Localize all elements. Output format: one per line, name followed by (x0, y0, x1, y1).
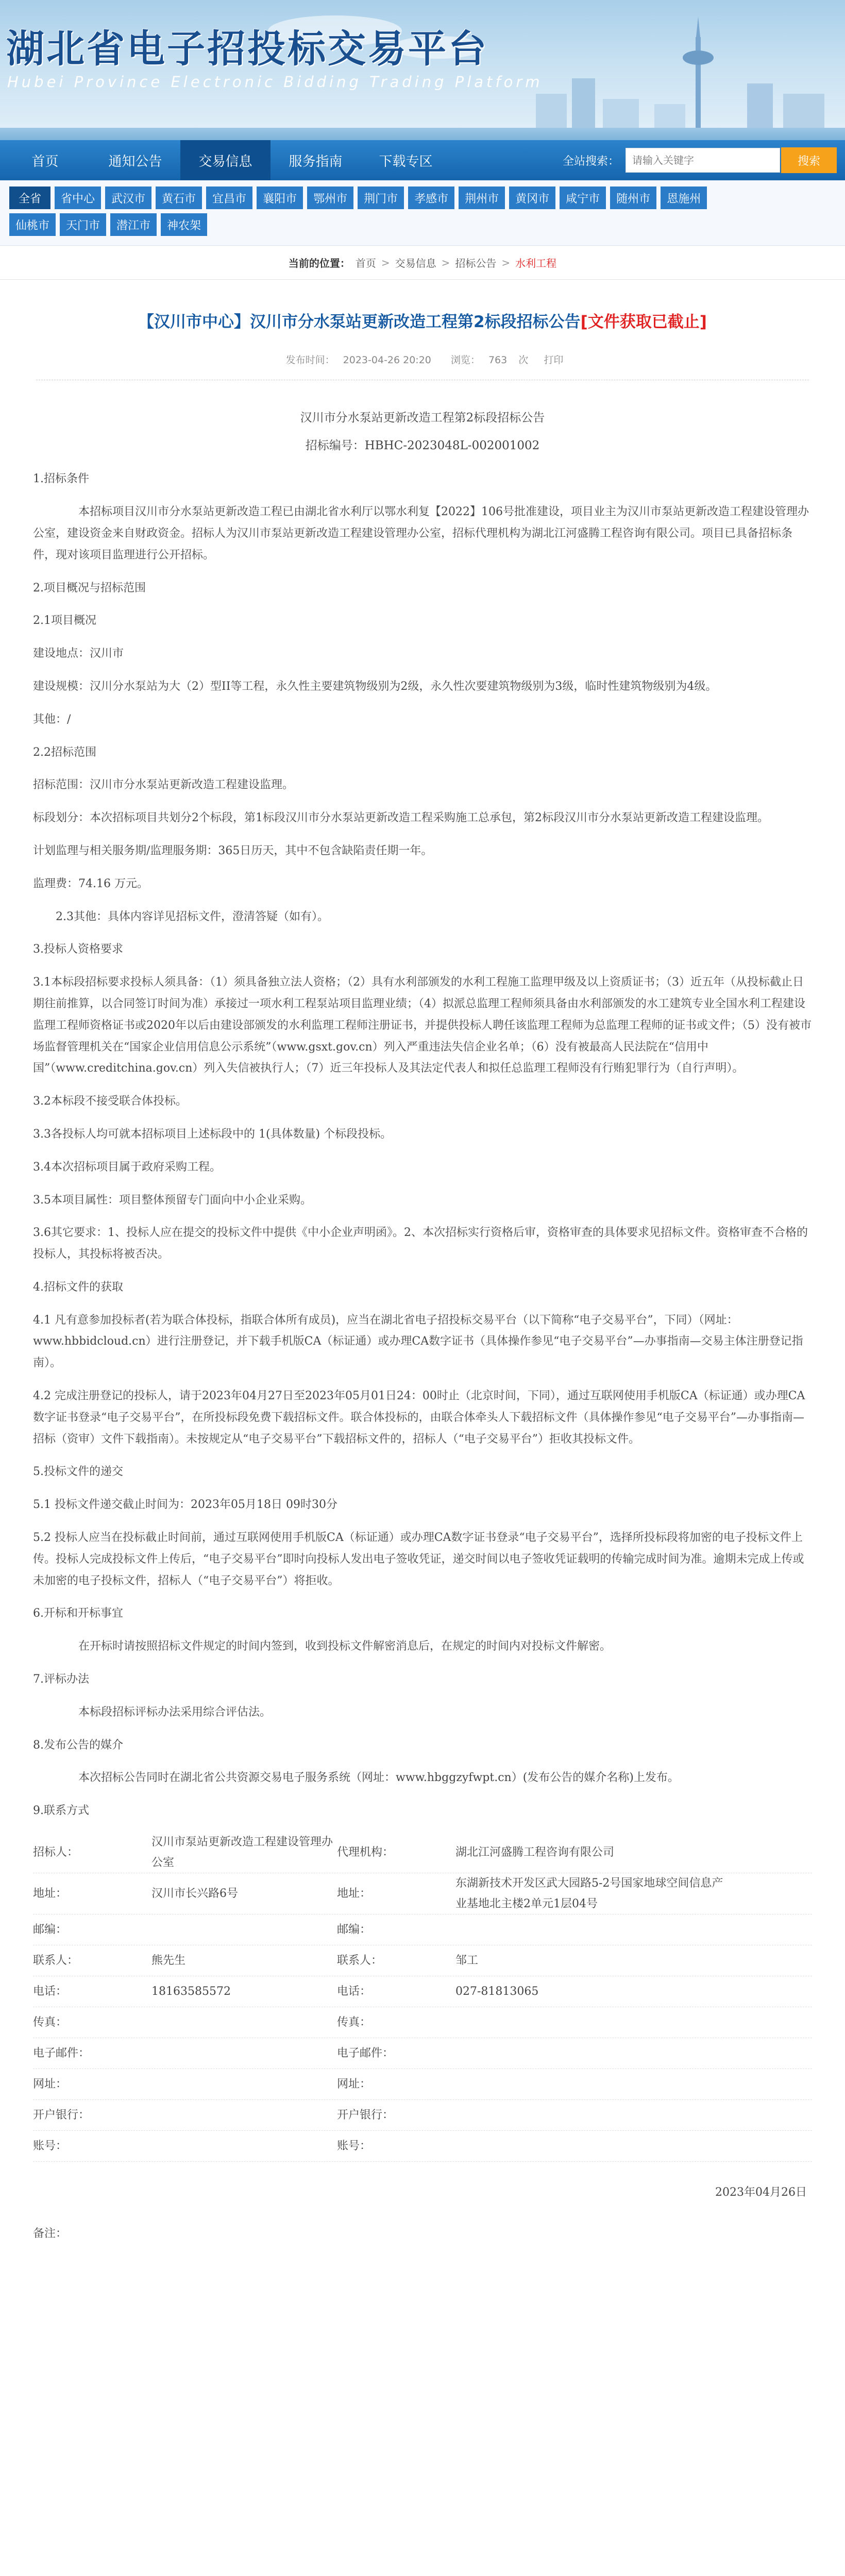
contact-label: 代理机构： (337, 1845, 394, 1859)
site-subtitle: Hubei Province Electronic Bidding Trading Platform (7, 73, 543, 91)
contact-value: 汉川市泵站更新改造工程建设管理办公室 (151, 1836, 333, 1869)
doc-paragraph: 5.2 投标人应当在投标截止时间前，通过互联网使用手机版CA（标证通）或办理CA数字证书登录“电子交易平台”，选择所投标段将加密的电子投标文件上传。投标人完成投标文件上传后，“电子交易平台”即时向投标人发出电子签收凭证，递交时间以电子签收凭证载明的传输完成时间为准。逾期未完成上传或未加密的电子投标文件，招标人（“电子交易平台”）将拒收。 (33, 1531, 804, 1587)
contact-row (33, 2007, 812, 2038)
views-label: 浏览： (450, 354, 480, 366)
contact-label: 地址： (33, 1887, 67, 1901)
nav-home[interactable]: 首页 (31, 154, 59, 170)
doc-number: 招标编号：HBHC-2023048L-002001002 (305, 438, 540, 452)
breadcrumb-separator: > (381, 256, 390, 269)
lake-decoration (0, 128, 845, 140)
contact-row (33, 1832, 812, 1873)
contact-row (33, 1976, 812, 2007)
contact-label: 联系人： (337, 1954, 383, 1968)
breadcrumb-trade-info[interactable]: 交易信息 (395, 257, 436, 269)
contact-value: 027-81813065 (455, 1985, 539, 1998)
breadcrumb-separator: > (441, 256, 450, 269)
doc-title: 汉川市分水泵站更新改造工程第2标段招标公告 (300, 411, 545, 425)
contact-label: 电话： (337, 1985, 371, 1998)
article-body (0, 407, 845, 1822)
publish-label: 发布时间： (285, 354, 335, 366)
region-wuhan[interactable]: 武汉市 (105, 187, 151, 209)
breadcrumb-home[interactable]: 首页 (355, 257, 376, 269)
doc-paragraph: 3.1本标段招标要求投标人须具备：（1）须具备独立法人资格；（2）具有水利部颁发的水利工程施工监理甲级及以上资质证书；（3）近五年（从投标截止日期往前推算，以合同签订时间为准）承接过一项水利工程泵站项目监理业绩；（4）拟派总监理工程师须具备由水利部颁发的水工建筑专业全国水利工程建设监理工程师资格证书或2020年以后由建设部颁发的水利监理工程师注册证书，并提供投标人聘任该监理工程师为总监理工程师的证书或文件；（5）没有被市场监督管理机关在“国家企业信用信息公示系统”（www.gsxt.gov.cn）列入严重违法失信企业名单；（6）没有被最高人民法院在“信用中国”（www.creditchina.gov.cn）列入失信被执行人；（7）近三年投标人及其法定代表人和拟任总监理工程师没有行贿犯罪行为（自行声明）。 (33, 976, 812, 1075)
nav-notices[interactable]: 通知公告 (108, 154, 162, 170)
region-xianning[interactable]: 咸宁市 (560, 187, 606, 209)
breadcrumb-current[interactable]: 水利工程 (515, 257, 557, 269)
region-ezhou[interactable]: 鄂州市 (307, 187, 353, 209)
doc-paragraph: 2.项目概况与招标范围 (33, 581, 146, 595)
region-qianjiang[interactable]: 潜江市 (110, 213, 157, 236)
region-row-2 (9, 213, 840, 240)
nav-service-guide[interactable]: 服务指南 (289, 154, 343, 170)
region-tianmen[interactable]: 天门市 (60, 213, 106, 236)
doc-paragraph: 本标段招标评标办法采用综合评估法。 (78, 1705, 272, 1719)
contact-label: 账号： (33, 2140, 67, 2153)
contact-label: 网址： (337, 2078, 371, 2091)
city-skyline-illustration (526, 16, 845, 140)
region-row-1 (9, 187, 840, 213)
contact-label: 开户银行： (337, 2109, 394, 2122)
doc-paragraph: 2.2招标范围 (33, 745, 96, 759)
doc-paragraph: 3.3各投标人均可就本招标项目上述标段中的 1(具体数量) 个标段投标。 (33, 1127, 392, 1141)
contact-table (33, 1832, 812, 2244)
contact-label: 账号： (337, 2140, 371, 2153)
view-count: 763 (488, 354, 508, 366)
print-link[interactable]: 打印 (544, 354, 564, 366)
doc-paragraph: 2.1项目概况 (33, 614, 96, 628)
doc-paragraph: 8.发布公告的媒介 (33, 1738, 123, 1752)
breadcrumb-label: 当前的位置： (288, 257, 350, 269)
doc-paragraph: 2.3其他：具体内容详见招标文件，澄清答疑（如有）。 (56, 910, 329, 923)
contact-label: 传真： (337, 2016, 371, 2029)
nav-trade-info[interactable]: 交易信息 (180, 140, 271, 180)
remark-label: 备注： (33, 2227, 67, 2240)
doc-paragraph: 招标范围：汉川市分水泵站更新改造工程建设监理。 (33, 778, 294, 792)
contact-label: 开户银行： (33, 2109, 90, 2122)
contact-value: 湖北江河盛腾工程咨询有限公司 (455, 1845, 615, 1859)
doc-paragraph: 3.2本标段不接受联合体投标。 (33, 1095, 187, 1108)
nav-downloads[interactable]: 下载专区 (379, 154, 433, 170)
region-huangshi[interactable]: 黄石市 (156, 187, 202, 209)
doc-paragraph: 4.招标文件的获取 (33, 1280, 123, 1294)
doc-paragraph: 6.开标和开标事宜 (33, 1607, 123, 1620)
region-yichang[interactable]: 宜昌市 (206, 187, 252, 209)
contact-label: 地址： (337, 1887, 371, 1901)
contact-row (33, 2038, 812, 2069)
search-input[interactable] (626, 148, 780, 173)
doc-paragraph: 标段划分：本次招标项目共划分2个标段，第1标段汉川市分水泵站更新改造工程采购施工总承包，第2标段汉川市分水泵站更新改造工程建设监理。 (33, 811, 769, 825)
doc-paragraph: 4.2 完成注册登记的投标人，请于2023年04月27日至2023年05月01日24：00时止（北京时间，下同），通过互联网使用手机版CA（标证通）或办理CA数字证书登录“电子交易平台”，在所投标段免费下载招标文件。联合体投标的，由联合体牵头人下载招标文件（具体操作参见“电子交易平台”—办事指南—招标（资审）文件下载指南）。未按规定从“电子交易平台”下载招标文件的，招标人（“电子交易平台”）拒收其投标文件。 (33, 1389, 805, 1446)
region-xiangyang[interactable]: 襄阳市 (257, 187, 303, 209)
contact-row (33, 1914, 812, 1945)
doc-paragraph: 监理费：74.16 万元。 (33, 877, 148, 890)
article-status-flag: [文件获取已截止] (580, 313, 707, 331)
region-jingmen[interactable]: 荆门市 (358, 187, 404, 209)
contact-label: 招标人： (33, 1845, 79, 1859)
region-all[interactable]: 全省 (9, 187, 50, 209)
site-search (563, 147, 837, 173)
doc-paragraph: 3.6其它要求：1、投标人应在提交的投标文件中提供《中小企业声明函》。2、本次招标实行资格后审，资格审查的具体要求见招标文件。资格审查不合格的投标人，其投标将被否决。 (33, 1226, 808, 1261)
contact-label: 邮编： (33, 1923, 67, 1937)
doc-paragraph: 3.4本次招标项目属于政府采购工程。 (33, 1160, 221, 1174)
article-title-main: 【汉川市中心】汉川市分水泵站更新改造工程第2标段招标公告 (138, 313, 581, 331)
contact-rows (33, 1832, 812, 2162)
doc-paragraph: 5.1 投标文件递交截止时间为：2023年05月18日 09时30分 (33, 1498, 337, 1512)
doc-paragraph: 5.投标文件的递交 (33, 1465, 123, 1479)
contact-value: 熊先生 (151, 1954, 186, 1968)
doc-paragraph: 1.招标条件 (33, 472, 89, 486)
contact-label: 电子邮件： (33, 2047, 90, 2060)
header-banner (0, 0, 845, 140)
contact-label: 电话： (33, 1985, 67, 1998)
region-jingzhou[interactable]: 荆州市 (459, 187, 505, 209)
contact-value: 汉川市长兴路6号 (151, 1887, 238, 1901)
contact-value: 邹工 (455, 1954, 479, 1968)
contact-label: 网址： (33, 2078, 67, 2091)
doc-paragraph: 在开标时请按照招标文件规定的时间内签到，收到投标文件解密消息后，在规定的时间内对投标文件解密。 (78, 1640, 612, 1653)
region-shennongjia[interactable]: 神农架 (161, 213, 207, 236)
doc-paragraph: 本次招标公告同时在湖北省公共资源交易电子服务系统（网址：www.hbggzyfwpt.cn）(发布公告的媒介名称)上发布。 (78, 1771, 679, 1785)
region-province-center[interactable]: 省中心 (55, 187, 101, 209)
article-meta (36, 352, 809, 380)
region-filter (0, 180, 845, 246)
region-enshi[interactable]: 恩施州 (661, 187, 707, 209)
contact-label: 联系人： (33, 1954, 79, 1968)
contact-row (33, 2100, 812, 2131)
publish-time: 2023-04-26 20:20 (343, 354, 431, 366)
contact-label: 传真： (33, 2016, 67, 2029)
region-suizhou[interactable]: 随州市 (610, 187, 656, 209)
breadcrumb (0, 246, 845, 280)
doc-paragraph: 9.联系方式 (33, 1804, 89, 1818)
region-huanggang[interactable]: 黄冈市 (509, 187, 555, 209)
doc-paragraph: 3.投标人资格要求 (33, 943, 123, 956)
contact-row (33, 1873, 812, 1914)
article-title (0, 309, 845, 332)
doc-paragraph: 其他：/ (33, 713, 71, 726)
region-xiantao[interactable]: 仙桃市 (9, 213, 56, 236)
doc-paragraph: 7.评标办法 (33, 1673, 89, 1686)
doc-paragraph: 4.1 凡有意参加投标者(若为联合体投标，指联合体所有成员)，应当在湖北省电子招投标交易平台（以下简称“电子交易平台”，下同）（网址：www.hbbidcloud.cn）进行注册登记，并下载手机版CA（标证通）或办理CA数字证书（具体操作参见“电子交易平台”—办事指南—交易主体注册登记指南）。 (33, 1313, 803, 1370)
contact-row (33, 2131, 812, 2162)
breadcrumb-separator: > (501, 256, 511, 269)
doc-paragraphs (33, 468, 812, 1822)
breadcrumb-tender-notice[interactable]: 招标公告 (455, 257, 497, 269)
contact-row (33, 2069, 812, 2100)
doc-paragraph: 计划监理与相关服务期/监理服务期：365日历天，其中不包含缺陷责任期一年。 (33, 844, 433, 857)
doc-paragraph: 本招标项目汉川市分水泵站更新改造工程已由湖北省水利厅以鄂水利复【2022】106号批准建设，项目业主为汉川市泵站更新改造工程建设管理办公室，建设资金来自财政资金。招标人为汉川市泵站更新改造工程建设管理办公室，招标代理机构为湖北江河盛腾工程咨询有限公司。项目已具备招标条件，现对该项目监理进行公开招标。 (33, 505, 809, 562)
doc-paragraph: 3.5本项目属性：项目整体预留专门面向中小企业采购。 (33, 1193, 312, 1207)
contact-value: 18163585572 (151, 1985, 231, 1998)
contact-row (33, 1945, 812, 1976)
search-button[interactable]: 搜索 (781, 147, 837, 173)
contact-value: 东湖新技术开发区武大园路5-2号国家地球空间信息产业基地北主楼2单元1层04号 (455, 1877, 723, 1910)
contact-label: 电子邮件： (337, 2047, 394, 2060)
doc-paragraph: 建设地点：汉川市 (33, 647, 124, 660)
site-title: 湖北省电子招投标交易平台 (6, 27, 488, 71)
doc-date: 2023年04月26日 (715, 2186, 807, 2199)
doc-paragraph: 建设规模：汉川分水泵站为大（2）型II等工程，永久性主要建筑物级别为2级，永久性次要建筑物级别为3级，临时性建筑物级别为4级。 (33, 680, 717, 693)
contact-label: 邮编： (337, 1923, 371, 1937)
main-navigation (0, 140, 845, 180)
views-suffix: 次 (518, 354, 529, 366)
region-xiaogan[interactable]: 孝感市 (408, 187, 454, 209)
search-label: 全站搜索： (562, 155, 619, 168)
